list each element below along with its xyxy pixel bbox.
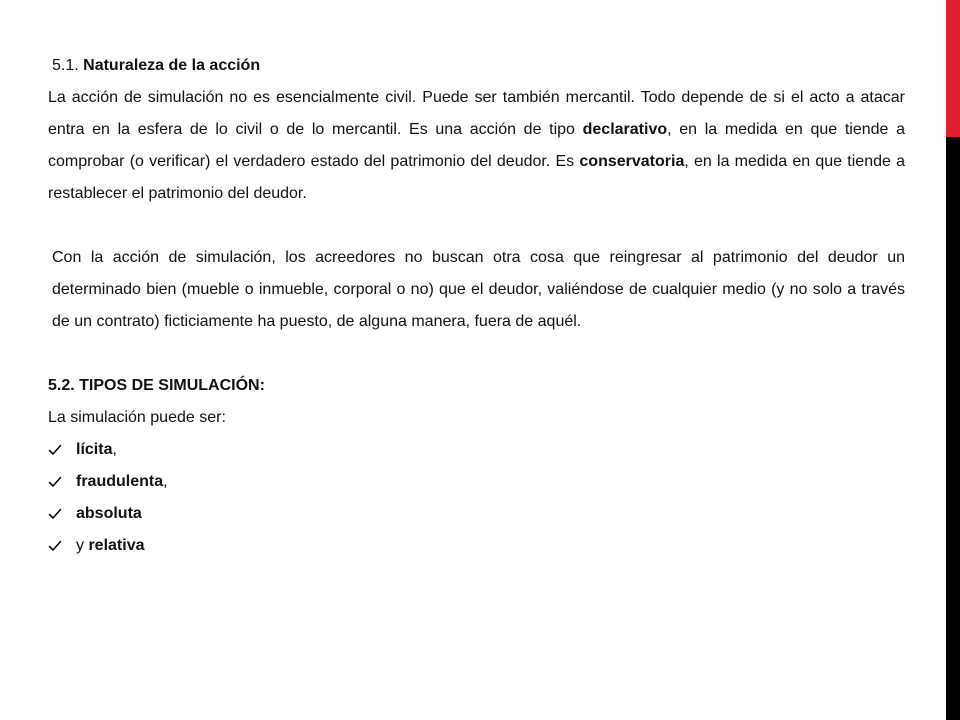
check-icon xyxy=(48,507,62,521)
list-item-term: relativa xyxy=(88,537,145,554)
side-accent-bar-black xyxy=(946,137,960,720)
paragraph-text: , en la medida en que tiende a comprobar (o verificar) el verdadero estado del patrimonio del deudor. Es xyxy=(48,121,905,170)
list-item-term: lícita xyxy=(76,441,113,458)
list-item-suffix: , xyxy=(112,441,117,458)
bold-term-conservatoria: conservatoria xyxy=(579,153,685,170)
list-item xyxy=(48,466,905,498)
paragraph-text: , en la medida en que tiende a restablecer el patrimonio del deudor. xyxy=(48,153,906,202)
side-accent-bar-red xyxy=(946,0,960,137)
list-intro: La simulación puede ser: xyxy=(48,409,226,426)
list-item-text xyxy=(76,434,117,466)
bold-term-declarativo: declarativo xyxy=(582,121,668,138)
list-item xyxy=(48,434,905,466)
list-item-term: absoluta xyxy=(76,505,142,522)
simulation-types-list xyxy=(48,434,905,562)
list-item xyxy=(48,498,905,530)
check-icon xyxy=(48,443,62,457)
section-title: TIPOS DE SIMULACIÓN: xyxy=(79,377,265,394)
section-title: Naturaleza de la acción xyxy=(83,57,261,74)
list-item-suffix: , xyxy=(163,473,168,490)
paragraph-text: La acción de simulación no es esencialmente civil. Puede ser también mercantil. Todo depende de si el acto a atacar entra en la esfera de lo civil o de lo mercantil. Es una acción de tipo xyxy=(48,89,905,138)
list-item-text xyxy=(76,530,145,562)
section-heading-5-2 xyxy=(48,370,905,402)
list-item-term: fraudulenta xyxy=(76,473,164,490)
section-number: 5.1. xyxy=(52,57,79,74)
check-icon xyxy=(48,539,62,553)
paragraph-creditors: Con la acción de simulación, los acreedores no buscan otra cosa que reingresar al patrimonio del deudor un determinado bien (mueble o inmueble, corporal o no) que el deudor, valiéndose de cualquier medio (y no solo a través de un contrato) ficticiamente ha puesto, de alguna manera, fuera de aquél. xyxy=(52,249,905,330)
list-item xyxy=(48,530,905,562)
section-heading-5-1 xyxy=(48,50,905,82)
check-icon xyxy=(48,475,62,489)
slide-content xyxy=(48,50,905,562)
paragraph-simulation-nature xyxy=(48,82,905,210)
spacer xyxy=(48,338,905,370)
list-item-text xyxy=(76,498,142,530)
section-number: 5.2. xyxy=(48,377,75,394)
list-item-text xyxy=(76,466,168,498)
spacer xyxy=(48,210,905,242)
list-item-prefix: y xyxy=(76,537,89,554)
